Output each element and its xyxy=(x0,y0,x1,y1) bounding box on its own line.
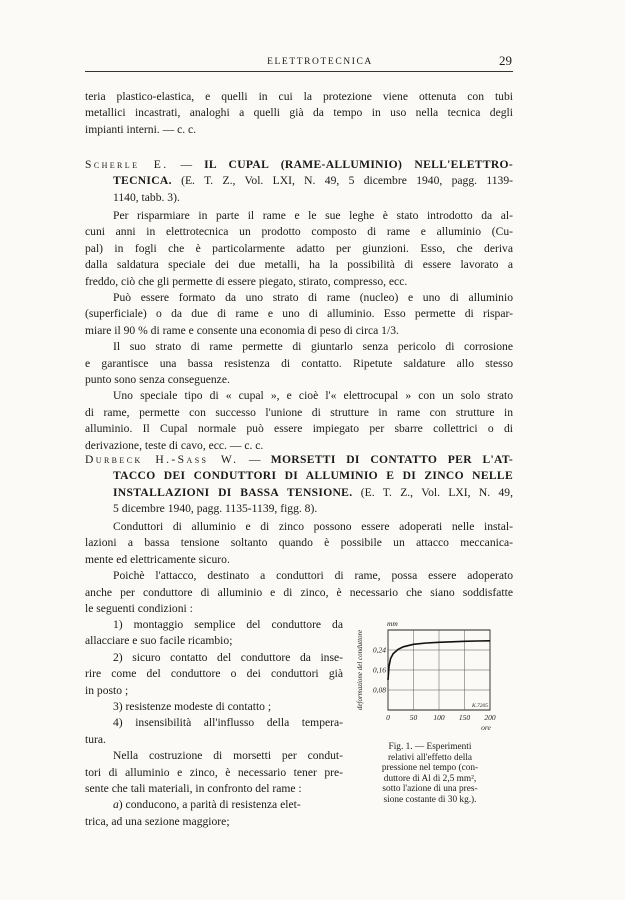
article1-reference-cont: 1140, tabb. 3). xyxy=(113,190,180,204)
x-tick-label: 200 xyxy=(484,713,496,722)
article2-title-cont: TACCO DEI CONDUTTORI DI ALLUMINIO E DI ZINCO NELLE xyxy=(113,469,513,483)
intro-paragraph xyxy=(85,89,513,138)
body-line: Per risparmiare in parte il rame e le sue leghe è stato introdotto da al- xyxy=(113,209,513,222)
condition-line: 2) sicuro contatto del conduttore da inse- xyxy=(113,650,343,664)
closing-line: sente che tali materiali, in confronto del rame : xyxy=(85,782,302,796)
article1-body xyxy=(85,208,513,454)
body-line: Poichè l'attacco, destinato a conduttori di rame, possa essere adoperato xyxy=(113,569,513,583)
x-tick-label: 150 xyxy=(458,713,471,722)
y-tick-label: 0,24 xyxy=(372,645,386,655)
body-line: derivazione, teste di cavo, ecc. — c. c. xyxy=(85,438,264,452)
body-line: pal) in fogli che è particolarmente adatto per giunzioni. Esso, che deriva xyxy=(85,241,513,255)
figure-caption xyxy=(352,742,508,806)
caption-line: Fig. 1. — Esperimenti xyxy=(388,742,472,752)
page-number: 29 xyxy=(499,53,512,68)
deformation-chart xyxy=(350,610,510,740)
intro-line: metallici incastrati, analoghi a quelli già da tempo in uso nella tecnica degli xyxy=(85,106,513,120)
closing-line: trica, ad una sezione maggiore; xyxy=(85,814,230,828)
body-line: Uno speciale tipo di « cupal », e cioè l'« elettrocupal » con un solo strato xyxy=(113,389,513,403)
article2-title-cont: INSTALLAZIONI DI BASSA TENSIONE. xyxy=(113,485,353,499)
intro-line: impianti interni. — c. c. xyxy=(85,122,197,136)
article2-title: MORSETTI DI CONTATTO PER L'AT- xyxy=(270,453,513,466)
body-line: punto sono senza conseguenze. xyxy=(85,373,230,387)
article1-title: IL CUPAL (RAME-ALLUMINIO) NELL'ELETTRO- xyxy=(204,158,514,171)
body-line: Conduttori di alluminio e di zinco possono essere adoperati nelle instal- xyxy=(113,520,513,533)
article1-dash: — xyxy=(168,158,205,171)
x-tick-label: 0 xyxy=(386,713,390,722)
article2-heading xyxy=(85,452,513,518)
body-line: e garantisce una bassa resistenza di contatto. Ripetute saldature allo stesso xyxy=(85,356,513,370)
condition-line: tura. xyxy=(85,732,106,746)
conditions-list xyxy=(85,617,343,830)
body-line: Può essere formato da uno strato di rame (nucleo) e uno di alluminio xyxy=(113,291,513,305)
y-tick-label: 0,16 xyxy=(372,665,386,675)
body-line: alluminio. Il Cupal normale può essere impiegato per sbarre collettrici o di xyxy=(85,422,513,436)
y-tick-label: 0,08 xyxy=(372,685,386,695)
body-line: mente ed elettricamente sicuro. xyxy=(85,552,230,566)
condition-line: rire come del conduttore o dei conduttori già xyxy=(85,667,343,681)
article2-reference: (E. T. Z., Vol. LXI, N. 49, xyxy=(352,485,513,499)
caption-line: duttore di Al di 2,5 mm², xyxy=(383,773,477,784)
x-axis-label: ore xyxy=(481,723,491,732)
body-line: miare il 90 % di rame e consente una economia di peso di circa 1/3. xyxy=(85,323,399,337)
caption-line: sotto l'azione di una pres- xyxy=(382,784,478,795)
x-tick-label: 100 xyxy=(433,713,445,722)
header-rule xyxy=(85,71,513,72)
caption-line: relativi all'effetto della xyxy=(387,752,473,763)
body-line: di rame, permette con successo l'unione di strutture in rame con strutture in xyxy=(85,405,513,419)
caption-line: sione costante di 30 kg.). xyxy=(383,794,477,805)
body-line: Il suo strato di rame permette di giuntarlo senza pericolo di corrosione xyxy=(113,340,513,354)
article1-heading xyxy=(85,157,513,206)
intro-line: teria plastico-elastica, e quelli in cui la protezione viene ottenuta con tubi xyxy=(85,90,513,103)
article2-body xyxy=(85,519,513,617)
x-tick-label: 50 xyxy=(409,713,418,722)
condition-line: 3) resistenze modeste di contatto ; xyxy=(113,700,272,714)
condition-line: allacciare e suo facile ricambio; xyxy=(85,634,233,648)
article2-dash: — xyxy=(238,453,271,466)
article1-author: Scherle E. xyxy=(85,158,169,171)
body-line: freddo, ciò che gli permette di essere piegato, stirato, compresso, ecc. xyxy=(85,274,408,288)
closing-line: a) conducono, a parità di resistenza elet- xyxy=(113,798,301,812)
caption-line: pressione nel tempo (con- xyxy=(381,763,479,774)
chart-annotation: K.7205 xyxy=(471,703,488,709)
body-line: lazioni a bassa tensione soltanto quando è possibile un attacco meccanica- xyxy=(85,536,513,550)
condition-line: in posto ; xyxy=(85,683,129,697)
article2-author: Durbeck H.-Sass W. xyxy=(85,453,239,466)
closing-line: tori di alluminio e zinco, è necessario tener pre- xyxy=(85,765,343,779)
body-line: anche per conduttore di alluminio e di zinco, è necessario che siano soddisfatte xyxy=(85,585,513,599)
closing-line-a: ) conducono, a parità di resistenza elet- xyxy=(118,798,301,812)
article1-reference: (E. T. Z., Vol. LXI, N. 49, 5 dicembre 1940, pagg. 1139- xyxy=(171,174,513,188)
body-line: (superficiale) o da due di rame e uno di alluminio. Esso permette di rispar- xyxy=(85,307,513,321)
article2-reference-cont: 5 dicembre 1940, pagg. 1135-1139, figg. 8). xyxy=(113,502,318,516)
article1-title-cont: TECNICA. xyxy=(113,174,172,188)
running-title: ELETTROTECNICA xyxy=(267,57,373,67)
y-axis-label: deformazione del conduttore xyxy=(356,629,364,711)
figure-1 xyxy=(350,610,510,740)
body-line: cuni anni in elettrotecnica un prodotto composto di rame e alluminio (Cu- xyxy=(85,225,513,239)
closing-line: Nella costruzione di morsetti per condut- xyxy=(113,749,343,763)
body-line: le seguenti condizioni : xyxy=(85,602,193,616)
condition-line: 1) montaggio semplice del conduttore da xyxy=(113,618,343,631)
body-line: dalla saldatura speciale dei due metalli, ha la possibilità di essere lavorato a xyxy=(85,258,513,272)
condition-line: 4) insensibilità all'influsso della tempera- xyxy=(113,716,343,730)
y-unit-label: mm xyxy=(387,619,398,628)
